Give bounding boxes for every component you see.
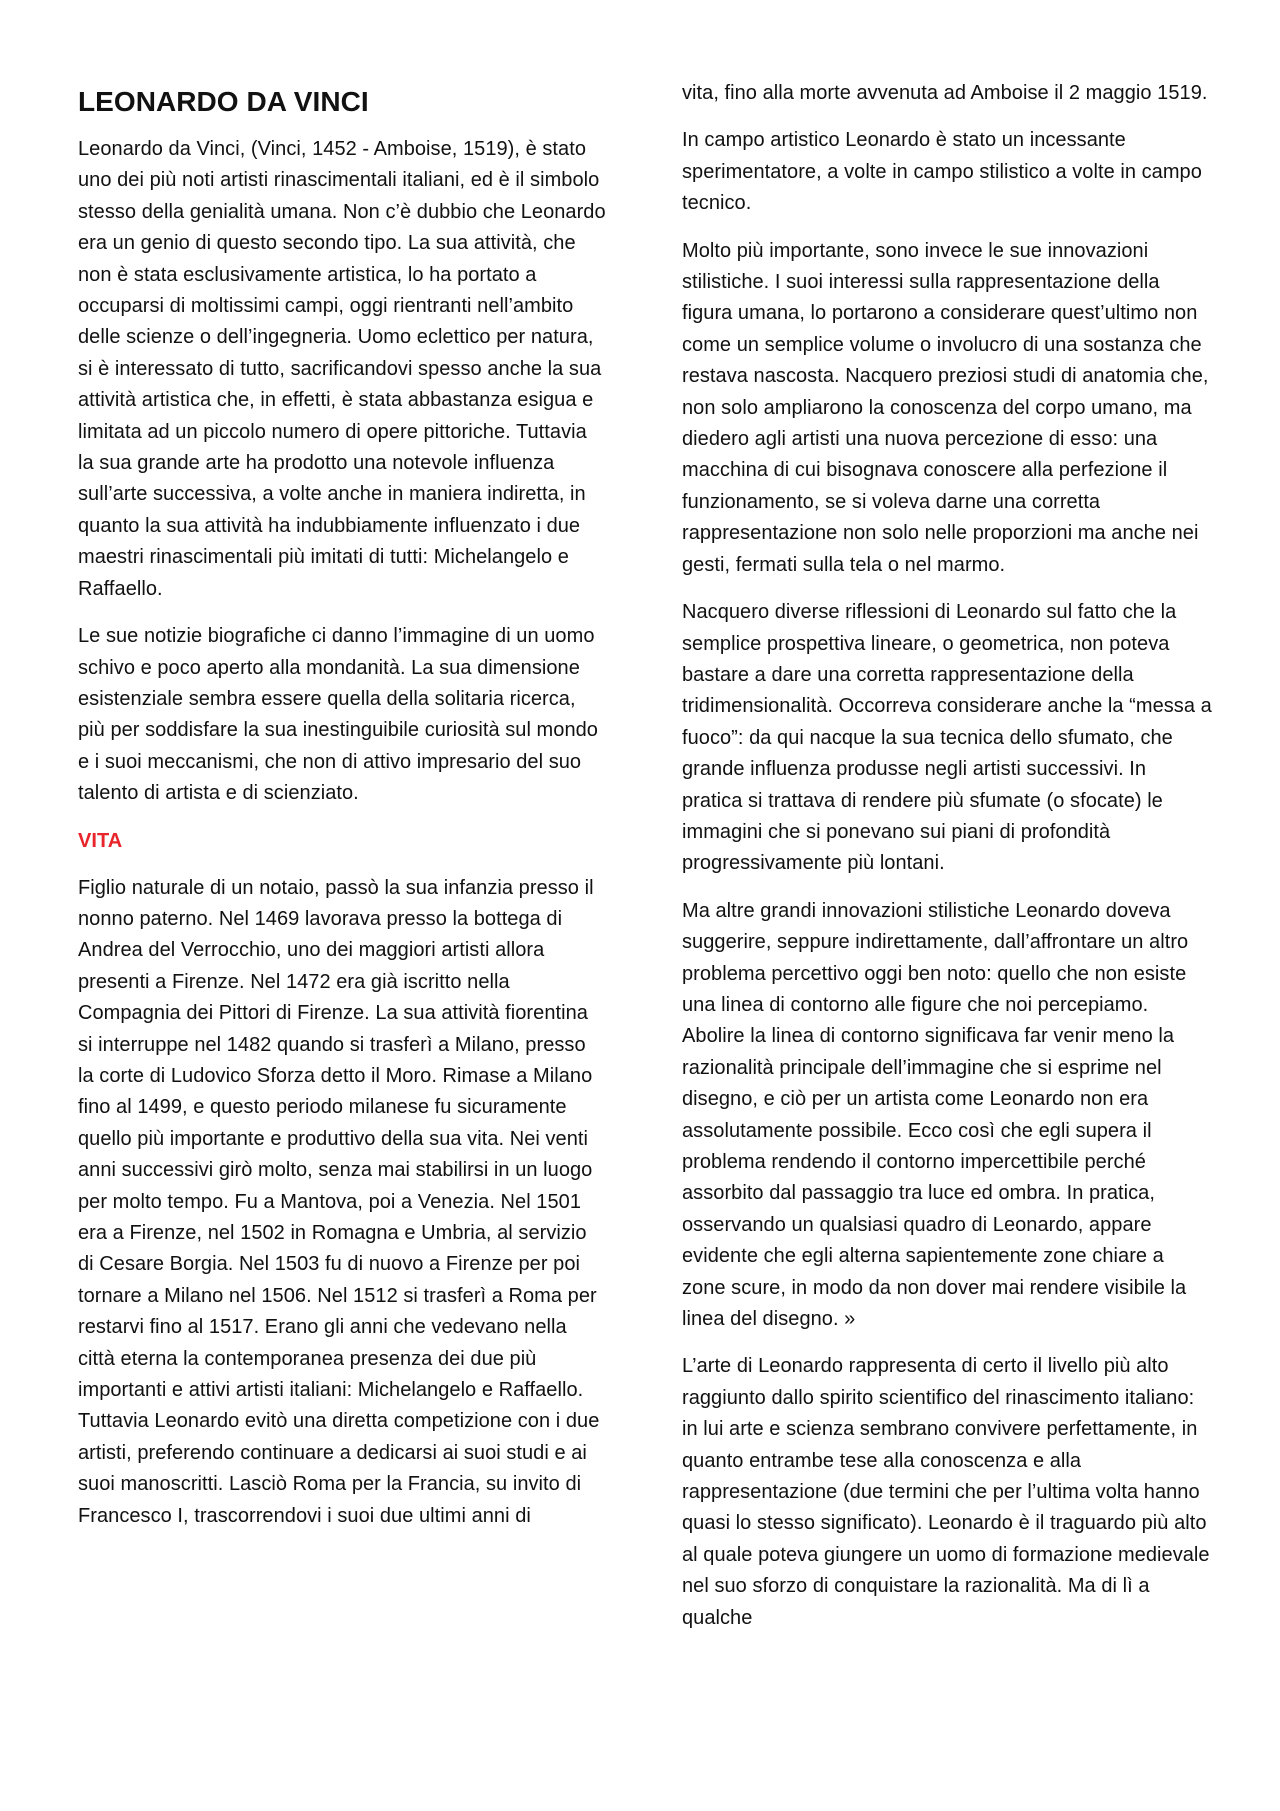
paragraph-stylistic-innovations: Molto più importante, sono invece le sue innovazioni stilistiche. I suoi interessi sulla rappresentazione della figura umana, lo portarono a considerare quest’ultimo non come un semplice volume o involucro di una sostanza che restava nascosta. Nacquero preziosi studi di anatomia che, non solo ampliarono la conoscenza del corpo umano, ma diedero agli artisti una nuova percezione di esso: una macchina di cui bisognava conoscere alla perfezione il funzionamento, se si voleva darne una corretta rappresentazione non solo nelle proporzioni ma anche nei gesti, fermati sulla tela o nel marmo. [682, 239, 1209, 576]
paragraph-sfumato: Nacquero diverse riflessioni di Leonardo sul fatto che la semplice prospettiva lineare, o geometrica, non poteva bastare a dare una corretta rappresentazione della tridimensionalità. Occorreva considerare anche la “messa a fuoco”: da qui nacque la sua tecnica dello sfumato, che grande influenza produsse negli artisti successivi. In pratica si trattava di rendere più sfumate (o sfocate) le immagini che si ponevano sui piani di profondità progressivamente più lontani. [682, 601, 1212, 875]
paragraph-biography-summary: Le sue notizie biografiche ci danno l’immagine di un uomo schivo e poco aperto alla mondanità. La sua dimensione esistenziale sembra essere quella della solitaria ricerca, più per soddisfare la sua inestinguibile curiosità sul mondo e i suoi meccanismi, che non di attivo impresario del suo talento di artista e di scienziato. [78, 625, 598, 805]
paragraph-contour-line: Ma altre grandi innovazioni stilistiche Leonardo doveva suggerire, seppure indirettamente, dall’affrontare un altro problema percettivo oggi ben noto: quello che non esiste una linea di contorno alle figure che noi percepiamo. Abolire la linea di contorno significava far venir meno la razionalità principale dell’immagine che si esprime nel disegno, e ciò per un artista come Leonardo non era assolutamente possibile. Ecco così che egli supera il problema rendendo il contorno impercettibile perché assorbito dal passaggio tra luce ed ombra. In pratica, osservando un qualsiasi quadro di Leonardo, appare evidente che egli alterna sapientemente zone chiare a zone scure, in modo da non dover mai rendere visibile la linea del disegno. » [682, 899, 1189, 1331]
paragraph-artistic-field: In campo artistico Leonardo è stato un incessante sperimentatore, a volte in campo stilistico a volte in campo tecnico. [682, 129, 1202, 215]
right-column [682, 0, 1212, 1650]
paragraph-intro: Leonardo da Vinci, (Vinci, 1452 - Amboise, 1519), è stato uno dei più noti artisti rinascimentali italiani, ed è il simbolo stesso della genialità umana. Non c’è dubbio che Leonardo era un genio di questo secondo tipo. La sua attività, che non è stata esclusivamente artistica, lo ha portato a occuparsi di moltissimi campi, oggi rientranti nell’ambito delle scienze o dell’ingegneria. Uomo eclettico per natura, si è interessato di tutto, sacrificandovi spesso anche la sua attività artistica che, in effetti, è stata abbastanza esigua e limitata ad un piccolo numero di opere pittoriche. Tuttavia la sua grande arte ha prodotto una notevole influenza sull’arte successiva, a volte anche in maniera indiretta, in quanto la sua attività ha indubbiamente influenzato i due maestri rinascimentali più imitati di tutti: Michelangelo e Raffaello. [78, 138, 606, 600]
left-column [78, 0, 606, 1548]
paragraph-art-and-science: L’arte di Leonardo rappresenta di certo il livello più alto raggiunto dallo spirito scientifico del rinascimento italiano: in lui arte e scienza sembrano convivere perfettamente, in quanto entrambe tese alla conoscenza e alla rappresentazione (due termini che per l’ultima volta hanno quasi lo stesso significato). Leonardo è il traguardo più alto al quale poteva giungere un uomo di formazione medievale nel suo sforzo di conquistare la razionalità. Ma di lì a qualche [682, 1355, 1210, 1629]
section-heading-vita: VITA [78, 829, 123, 852]
paragraph-vita: Figlio naturale di un notaio, passò la sua infanzia presso il nonno paterno. Nel 1469 lavorava presso la bottega di Andrea del Verrocchio, uno dei maggiori artisti allora presenti a Firenze. Nel 1472 era già iscritto nella Compagnia dei Pittori di Firenze. La sua attività fiorentina si interruppe nel 1482 quando si trasferì a Milano, presso la corte di Ludovico Sforza detto il Moro. Rimase a Milano fino al 1499, e questo periodo milanese fu sicuramente quello più importante e produttivo della sua vita. Nei venti anni successivi girò molto, senza mai stabilirsi in un luogo per molto tempo. Fu a Mantova, poi a Venezia. Nel 1501 era a Firenze, nel 1502 in Romagna e Umbria, al servizio di Cesare Borgia. Nel 1503 fu di nuovo a Firenze per poi tornare a Milano nel 1506. Nel 1512 si trasferì a Roma per restarvi fino al 1517. Erano gli anni che vedevano nella città eterna la contemporanea presenza dei due più importanti e attivi artisti italiani: Michelangelo e Raffaello. Tuttavia Leonardo evitò una diretta competizione con i due artisti, preferendo continuare a dedicarsi ai suoi studi e ai suoi manoscritti. Lasciò Roma per la Francia, su invito di Francesco I, trascorrendovi i suoi due ultimi anni di [78, 876, 600, 1527]
page-title: LEONARDO DA VINCI [78, 86, 369, 117]
paragraph-vita-continued: vita, fino alla morte avvenuta ad Amboise il 2 maggio 1519. [682, 82, 1208, 104]
